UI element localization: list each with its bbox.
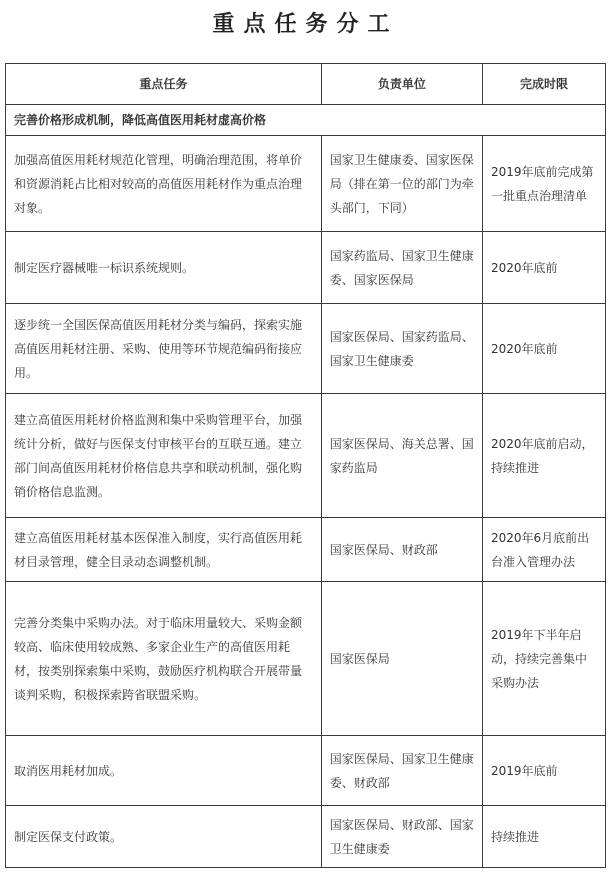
header-task: 重点任务 — [6, 64, 322, 105]
table-row — [6, 304, 606, 394]
task-cell: 完善分类集中采购办法。对于临床用量较大、采购金额较高、临床使用较成熟、多家企业生产的高值医用耗材，按类别探索集中采购，鼓励医疗机构联合开展带量谈判采购，积极探索跨省联盟采购。 — [6, 582, 322, 736]
deadline-cell: 2020年底前 — [482, 232, 605, 304]
table-row — [6, 394, 606, 518]
header-deadline: 完成时限 — [482, 64, 605, 105]
table-row — [6, 582, 606, 736]
section-title: 完善价格形成机制，降低高值医用耗材虚高价格 — [6, 105, 606, 136]
unit-cell: 国家医保局、财政部 — [321, 518, 482, 582]
unit-cell: 国家医保局 — [321, 582, 482, 736]
deadline-cell: 2019年下半年启动，持续完善集中采购办法 — [482, 582, 605, 736]
table-row — [6, 232, 606, 304]
table-header-row — [6, 64, 606, 105]
task-cell: 建立高值医用耗材基本医保准入制度，实行高值医用耗材目录管理，健全目录动态调整机制。 — [6, 518, 322, 582]
task-cell: 加强高值医用耗材规范化管理，明确治理范围，将单价和资源消耗占比相对较高的高值医用耗材作为重点治理对象。 — [6, 136, 322, 232]
unit-cell: 国家医保局、国家卫生健康委、财政部 — [321, 736, 482, 806]
unit-cell: 国家卫生健康委、国家医保局（排在第一位的部门为牵头部门，下同） — [321, 136, 482, 232]
task-cell: 制定医保支付政策。 — [6, 806, 322, 868]
deadline-cell: 2020年6月底前出台准入管理办法 — [482, 518, 605, 582]
deadline-cell: 2019年底前 — [482, 736, 605, 806]
task-division-table — [5, 63, 606, 868]
deadline-cell: 2020年底前启动，持续推进 — [482, 394, 605, 518]
deadline-cell: 持续推进 — [482, 806, 605, 868]
unit-cell: 国家医保局、国家药监局、国家卫生健康委 — [321, 304, 482, 394]
document-title: 重点任务分工 — [212, 11, 399, 37]
table-row — [6, 806, 606, 868]
task-cell: 制定医疗器械唯一标识系统规则。 — [6, 232, 322, 304]
unit-cell: 国家医保局、财政部、国家卫生健康委 — [321, 806, 482, 868]
table-row — [6, 518, 606, 582]
unit-cell: 国家医保局、海关总署、国家药监局 — [321, 394, 482, 518]
table-row — [6, 136, 606, 232]
table-row — [6, 736, 606, 806]
section-row — [6, 105, 606, 136]
unit-cell: 国家药监局、国家卫生健康委、国家医保局 — [321, 232, 482, 304]
deadline-cell: 2020年底前 — [482, 304, 605, 394]
deadline-cell: 2019年底前完成第一批重点治理清单 — [482, 136, 605, 232]
task-cell: 建立高值医用耗材价格监测和集中采购管理平台，加强统计分析，做好与医保支付审核平台的互联互通。建立部门间高值医用耗材价格信息共享和联动机制，强化购销价格信息监测。 — [6, 394, 322, 518]
task-cell: 取消医用耗材加成。 — [6, 736, 322, 806]
header-unit: 负责单位 — [321, 64, 482, 105]
task-cell: 逐步统一全国医保高值医用耗材分类与编码，探索实施高值医用耗材注册、采购、使用等环节规范编码衔接应用。 — [6, 304, 322, 394]
